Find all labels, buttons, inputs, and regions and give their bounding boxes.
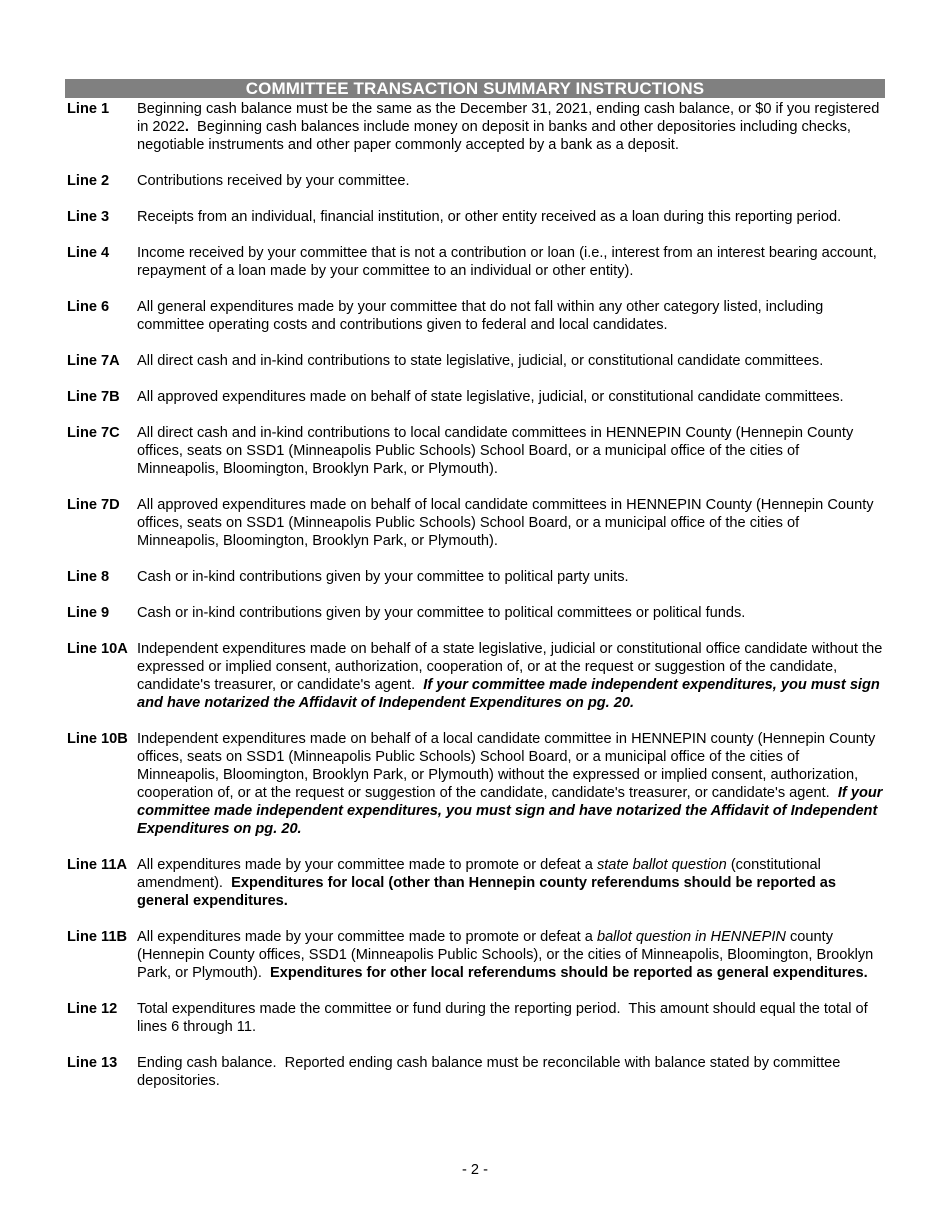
line-description — [137, 1054, 885, 1090]
line-description — [137, 856, 885, 910]
instruction-item — [67, 244, 885, 280]
text-segment: Ending cash balance. Reported ending cash balance must be reconcilable with balance stated by committee depositories. — [137, 1055, 845, 1089]
instruction-list — [67, 100, 885, 1108]
text-segment: All approved expenditures made on behalf of local candidate committees in HENNEPIN County (Hennepin County offices, seats on SSD1 (Minneapolis Public Schools) School Board, or a municipal office of the cities of Minneapolis, Bloomington, Brooklyn Park, or Plymouth). — [137, 497, 878, 549]
line-description — [137, 298, 885, 334]
line-description — [137, 172, 885, 190]
line-description — [137, 568, 885, 586]
line-description — [137, 388, 885, 406]
line-label: Line 3 — [67, 209, 110, 225]
page-number: - 2 - — [462, 1162, 488, 1178]
line-description — [137, 100, 885, 154]
text-segment: If your committee made independent expenditures, you must sign and have notarized the Affidavit of Independent Expenditures on pg. 20. — [137, 785, 887, 837]
instruction-item — [67, 172, 885, 190]
text-segment: Beginning cash balances include money on deposit in banks and other depositories including checks, negotiable instruments and other paper commonly accepted by a bank as a deposit. — [137, 119, 856, 153]
instruction-item — [67, 388, 885, 406]
line-description — [137, 928, 885, 982]
line-label: Line 7C — [67, 425, 120, 441]
line-label: Line 7D — [67, 497, 120, 513]
line-label: Line 12 — [67, 1001, 118, 1017]
instruction-item — [67, 1000, 885, 1036]
line-description — [137, 1000, 885, 1036]
text-segment: Receipts from an individual, financial institution, or other entity received as a loan during this reporting period. — [137, 209, 842, 225]
line-label: Line 4 — [67, 245, 110, 261]
instruction-item — [67, 730, 885, 838]
line-description — [137, 352, 885, 370]
text-segment: All approved expenditures made on behalf of state legislative, judicial, or constitutional candidate committees. — [137, 389, 844, 405]
text-segment: If your committee made independent expenditures, you must sign and have notarized the Affidavit of Independent Expenditures on pg. 20. — [137, 677, 884, 711]
text-segment: Cash or in-kind contributions given by your committee to political party units. — [137, 569, 629, 585]
section-title: COMMITTEE TRANSACTION SUMMARY INSTRUCTIONS — [65, 79, 885, 98]
line-description — [137, 424, 885, 478]
text-segment: All direct cash and in-kind contributions to local candidate committees in HENNEPIN County (Hennepin County offices, seats on SSD1 (Minneapolis Public Schools) School Board, or a municipal office of the cities of Minneapolis, Bloomington, Brooklyn Park, or Plymouth). — [137, 425, 858, 477]
instruction-item — [67, 604, 885, 622]
text-segment: Independent expenditures made on behalf of a local candidate committee in HENNEPIN county (Hennepin County offices, seats on SSD1 (Minneapolis Public Schools) School Board, or a municipal office of the cities of Minneapolis, Bloomington, Brooklyn Park, or Plymouth) without the expressed or implied consent, authorization, cooperation of, or at the request or suggestion of the candidate, candidate's treasurer, or candidate's agent. — [137, 731, 880, 801]
line-description — [137, 244, 885, 280]
text-segment: ballot question in HENNEPIN — [596, 929, 786, 945]
instruction-item — [67, 928, 885, 982]
text-segment: . — [184, 119, 189, 135]
text-segment: (constitutional amendment). — [137, 857, 825, 891]
line-description — [137, 730, 885, 838]
line-label: Line 11B — [67, 929, 128, 945]
line-label: Line 8 — [67, 569, 110, 585]
line-description — [137, 496, 885, 550]
instruction-item — [67, 568, 885, 586]
line-label: Line 1 — [67, 101, 110, 117]
instruction-item — [67, 298, 885, 334]
line-label: Line 7B — [67, 389, 120, 405]
instruction-item — [67, 424, 885, 478]
instruction-item — [67, 352, 885, 370]
line-description — [137, 640, 885, 712]
line-label: Line 7A — [67, 353, 120, 369]
line-label: Line 13 — [67, 1055, 118, 1071]
line-label: Line 10A — [67, 641, 128, 657]
line-description — [137, 208, 885, 226]
text-segment: Income received by your committee that is not a contribution or loan (i.e., interest from an interest bearing account, repayment of a loan made by your committee to an individual or other entity). — [137, 245, 881, 279]
line-label: Line 10B — [67, 731, 128, 747]
text-segment: Expenditures for local (other than Hennepin county referendums should be reported as general expenditures. — [137, 875, 841, 909]
line-label: Line 11A — [67, 857, 128, 873]
text-segment: All general expenditures made by your committee that do not fall within any other category listed, including committee operating costs and contributions given to federal and local candidates. — [137, 299, 828, 333]
line-label: Line 9 — [67, 605, 110, 621]
instruction-item — [67, 640, 885, 712]
instruction-item — [67, 208, 885, 226]
text-segment: All expenditures made by your committee made to promote or defeat a — [137, 929, 597, 945]
line-label: Line 6 — [67, 299, 110, 315]
text-segment: Beginning cash balance must be the same as the December 31, 2021, ending cash balance, or $0 if you registered in 2022 — [137, 101, 884, 135]
text-segment: All expenditures made by your committee made to promote or defeat a — [137, 857, 597, 873]
text-segment: Total expenditures made the committee or fund during the reporting period. This amount should equal the total of lines 6 through 11. — [137, 1001, 872, 1035]
instruction-item — [67, 100, 885, 154]
text-segment: Independent expenditures made on behalf of a state legislative, judicial or constitutional office candidate without the expressed or implied consent, authorization, cooperation of, or at the request or suggestion of the candidate, candidate's treasurer, or candidate's agent. — [137, 641, 887, 693]
instruction-item — [67, 856, 885, 910]
text-segment: state ballot question — [596, 857, 727, 873]
instruction-item — [67, 1054, 885, 1090]
instruction-item — [67, 496, 885, 550]
text-segment: Contributions received by your committee. — [137, 173, 410, 189]
line-description — [137, 604, 885, 622]
line-label: Line 2 — [67, 173, 110, 189]
text-segment: Expenditures for other local referendums should be reported as general expenditures. — [270, 965, 868, 981]
text-segment: Cash or in-kind contributions given by your committee to political committees or political funds. — [137, 605, 746, 621]
text-segment: county (Hennepin County offices, SSD1 (Minneapolis Public Schools), or the cities of Minneapolis, Bloomington, Brooklyn Park, or Plymouth). — [137, 929, 878, 981]
text-segment: All direct cash and in-kind contributions to state legislative, judicial, or constitutional candidate committees. — [137, 353, 824, 369]
